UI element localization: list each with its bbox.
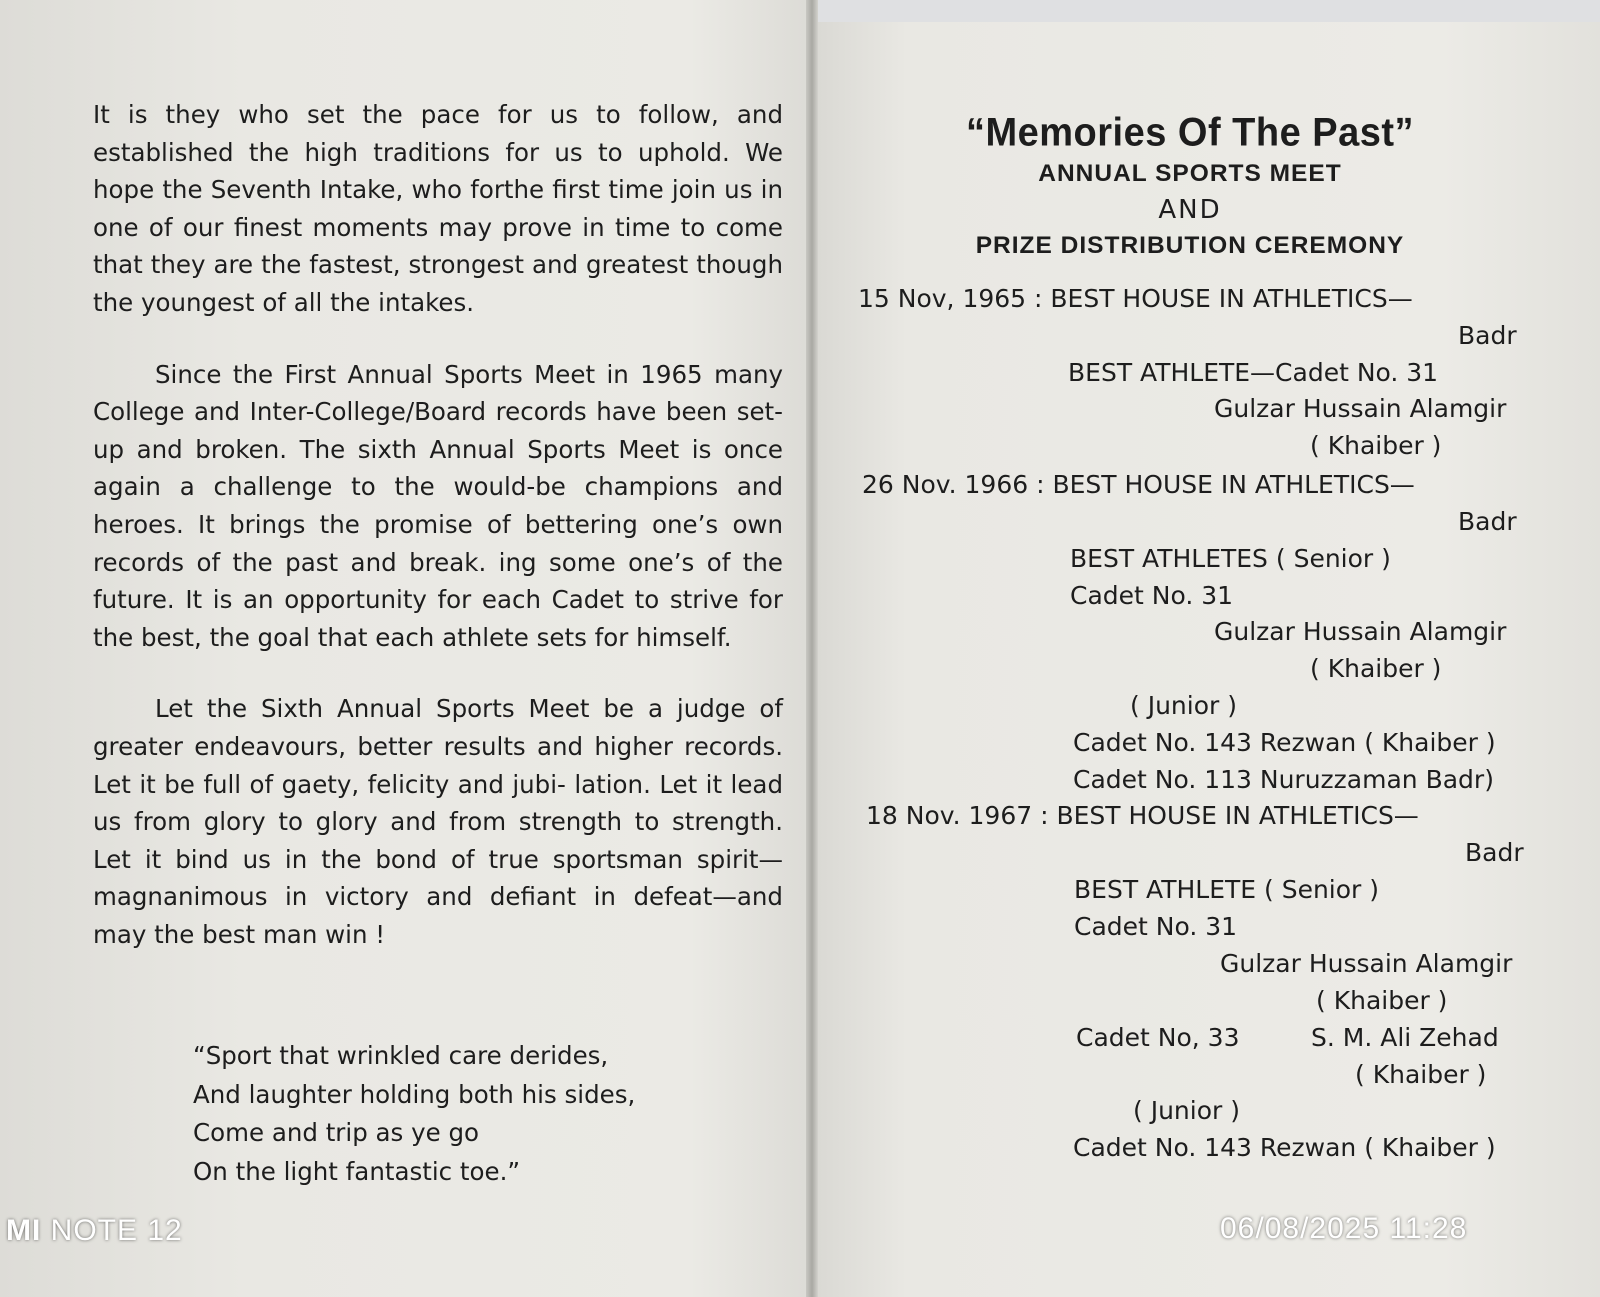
- subtitle-ceremony: PRIZE DISTRIBUTION CEREMONY: [975, 232, 1405, 259]
- camera-device-watermark: [6, 1214, 183, 1248]
- cadet-entry: Cadet No. 143 Rezwan ( Khaiber ): [1073, 728, 1496, 757]
- athlete-house: ( Khaiber ): [1316, 986, 1448, 1015]
- best-athletes-senior-label: BEST ATHLETES ( Senior ): [1070, 544, 1391, 573]
- best-athlete-label: BEST ATHLETE—Cadet No. 31: [1068, 358, 1439, 387]
- page-title: “Memories Of The Past”: [965, 110, 1415, 156]
- book-gutter: [806, 0, 818, 1297]
- house-name: Badr: [1458, 507, 1517, 536]
- record-1966-header: 26 Nov. 1966 : BEST HOUSE IN ATHLETICS—: [862, 470, 1415, 499]
- cadet-number: Cadet No. 31: [1074, 912, 1238, 941]
- best-athlete-senior-label: BEST ATHLETE ( Senior ): [1074, 875, 1380, 904]
- house-name: Badr: [1465, 838, 1524, 867]
- athlete-name: Gulzar Hussain Alamgir: [1214, 617, 1507, 646]
- verse-line: “Sport that wrinkled care derides,: [193, 1041, 609, 1070]
- camera-timestamp: 06/08/2025 11:28: [1220, 1212, 1468, 1245]
- subtitle-sports-meet: ANNUAL SPORTS MEET: [1038, 160, 1342, 187]
- junior-label: ( Junior ): [1133, 1096, 1240, 1125]
- device-brand: MI: [6, 1214, 42, 1247]
- cadet-entry: Cadet No. 113 Nuruzzaman Badr): [1073, 765, 1494, 794]
- verse-line: And laughter holding both his sides,: [193, 1079, 636, 1109]
- athlete-house: ( Khaiber ): [1310, 654, 1442, 683]
- junior-label: ( Junior ): [1130, 691, 1237, 720]
- cadet-number: Cadet No, 33: [1076, 1023, 1240, 1052]
- athlete-house: ( Khaiber ): [1355, 1060, 1487, 1089]
- athlete-house: ( Khaiber ): [1310, 431, 1442, 460]
- subtitle-and: AND: [1158, 195, 1222, 225]
- verse-line: Come and trip as ye go: [193, 1118, 479, 1147]
- paragraph-2: Since the First Annual Sports Meet in 1965 many College and Inter-College/Board records have been set-up and broken. The sixth Annual Sports Meet is once again a challenge to the would-be champions and heroes. It brings the promise of bettering one’s own records of the past and break. ing some one’s of the future. It is an opportunity for each Cadet to strive for the best, the goal that each athlete sets for himself.: [93, 359, 783, 652]
- record-1965-header: 15 Nov, 1965 : BEST HOUSE IN ATHLETICS—: [858, 284, 1413, 313]
- record-1967-header: 18 Nov. 1967 : BEST HOUSE IN ATHLETICS—: [866, 801, 1419, 830]
- verse-line: On the light fantastic toe.”: [193, 1156, 521, 1186]
- device-model: NOTE 12: [50, 1214, 183, 1247]
- house-name: Badr: [1458, 321, 1517, 350]
- cadet-entry: Cadet No. 143 Rezwan ( Khaiber ): [1073, 1133, 1496, 1162]
- verse-quote: [193, 1037, 635, 1191]
- background-strip: [812, 0, 1600, 22]
- paragraph-1: It is they who set the pace for us to follow, and established the high traditions for us to uphold. We hope the Seventh Intake, who forthe first time join us in one of our finest moments may prove in time to come that they are the fastest, strongest and greatest though the youngest of all the intakes.: [93, 100, 783, 317]
- athlete-name: Gulzar Hussain Alamgir: [1220, 949, 1513, 978]
- paragraph-3: Let the Sixth Annual Sports Meet be a judge of greater endeavours, better results and higher records. Let it be full of gaety, felicity and jubi- lation. Let it lead us from glory to glory and from strength to strength. Let it bind us in the bond of true sportsman spirit—magnanimous in victory and defiant in defeat—and may the best man win !: [93, 694, 783, 949]
- cadet-number: Cadet No. 31: [1070, 581, 1234, 610]
- left-body-text: [93, 96, 783, 953]
- athlete-name: Gulzar Hussain Alamgir: [1214, 394, 1507, 423]
- athlete-name: S. M. Ali Zehad: [1311, 1023, 1499, 1052]
